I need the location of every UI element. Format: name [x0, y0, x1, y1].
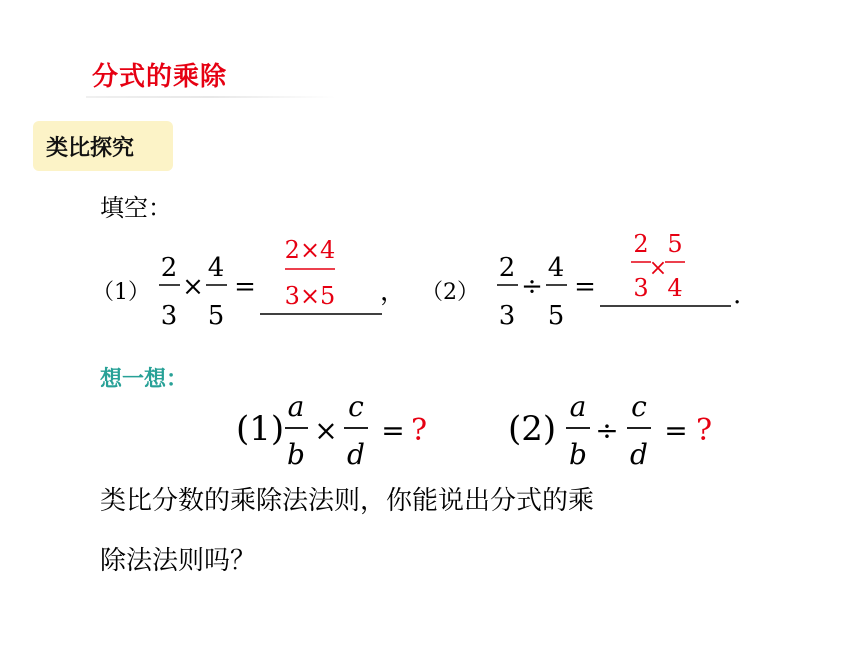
p2-eq: = — [574, 272, 596, 302]
t1-eq: = — [381, 414, 405, 447]
t1-a-num: a — [287, 390, 305, 423]
t2-a-den: b — [569, 438, 587, 471]
fill-prompt: 填空： — [100, 194, 172, 222]
p1-comma: ， — [380, 277, 407, 307]
problem1-label: （1） — [92, 280, 150, 305]
p2-answer-a-num: 2 — [633, 230, 649, 258]
p1-b-den: 5 — [207, 301, 225, 331]
p2-a-den: 3 — [498, 301, 516, 331]
think-formulas — [0, 380, 860, 480]
t2-question: ? — [695, 413, 713, 448]
t1-label: (1) — [236, 409, 285, 449]
t1-b-den: d — [347, 438, 365, 471]
p2-a-num: 2 — [498, 253, 516, 283]
p1-b-num: 4 — [207, 253, 225, 283]
t2-a-num: a — [569, 390, 587, 423]
p1-a-num: 2 — [160, 253, 178, 283]
p1-answer-num: 2×4 — [284, 236, 336, 264]
p2-answer-a-den: 3 — [633, 274, 649, 302]
t2-op: ÷ — [595, 414, 619, 447]
t1-a-den: b — [287, 438, 305, 471]
t1-b-num: c — [348, 390, 364, 423]
problem2-label: （2） — [421, 280, 479, 305]
p2-b-den: 5 — [547, 301, 565, 331]
p2-answer-op: × — [648, 256, 668, 281]
p1-answer-den: 3×5 — [284, 282, 336, 310]
think-label: 想一想： — [100, 367, 189, 392]
t2-eq: = — [664, 414, 688, 447]
t1-op: × — [314, 414, 338, 447]
section-badge-label: 类比探究 — [46, 136, 135, 161]
page-title: 分式的乘除 — [92, 62, 228, 92]
p2-period: . — [733, 280, 742, 310]
p2-answer-b-num: 5 — [667, 230, 683, 258]
p2-answer-b-den: 4 — [667, 274, 683, 302]
t2-b-num: c — [631, 390, 647, 423]
p1-op: × — [182, 272, 204, 302]
t2-label: (2) — [508, 409, 557, 449]
p2-b-num: 4 — [547, 253, 565, 283]
p1-a-den: 3 — [160, 301, 178, 331]
question-line-1: 类比分数的乘除法法则，你能说出分式的乘 — [100, 486, 595, 516]
p1-eq: = — [234, 272, 256, 302]
t2-b-den: d — [630, 438, 648, 471]
question-line-2: 除法法则吗？ — [100, 546, 257, 576]
p2-op: ÷ — [521, 272, 543, 302]
t1-question: ? — [410, 413, 428, 448]
